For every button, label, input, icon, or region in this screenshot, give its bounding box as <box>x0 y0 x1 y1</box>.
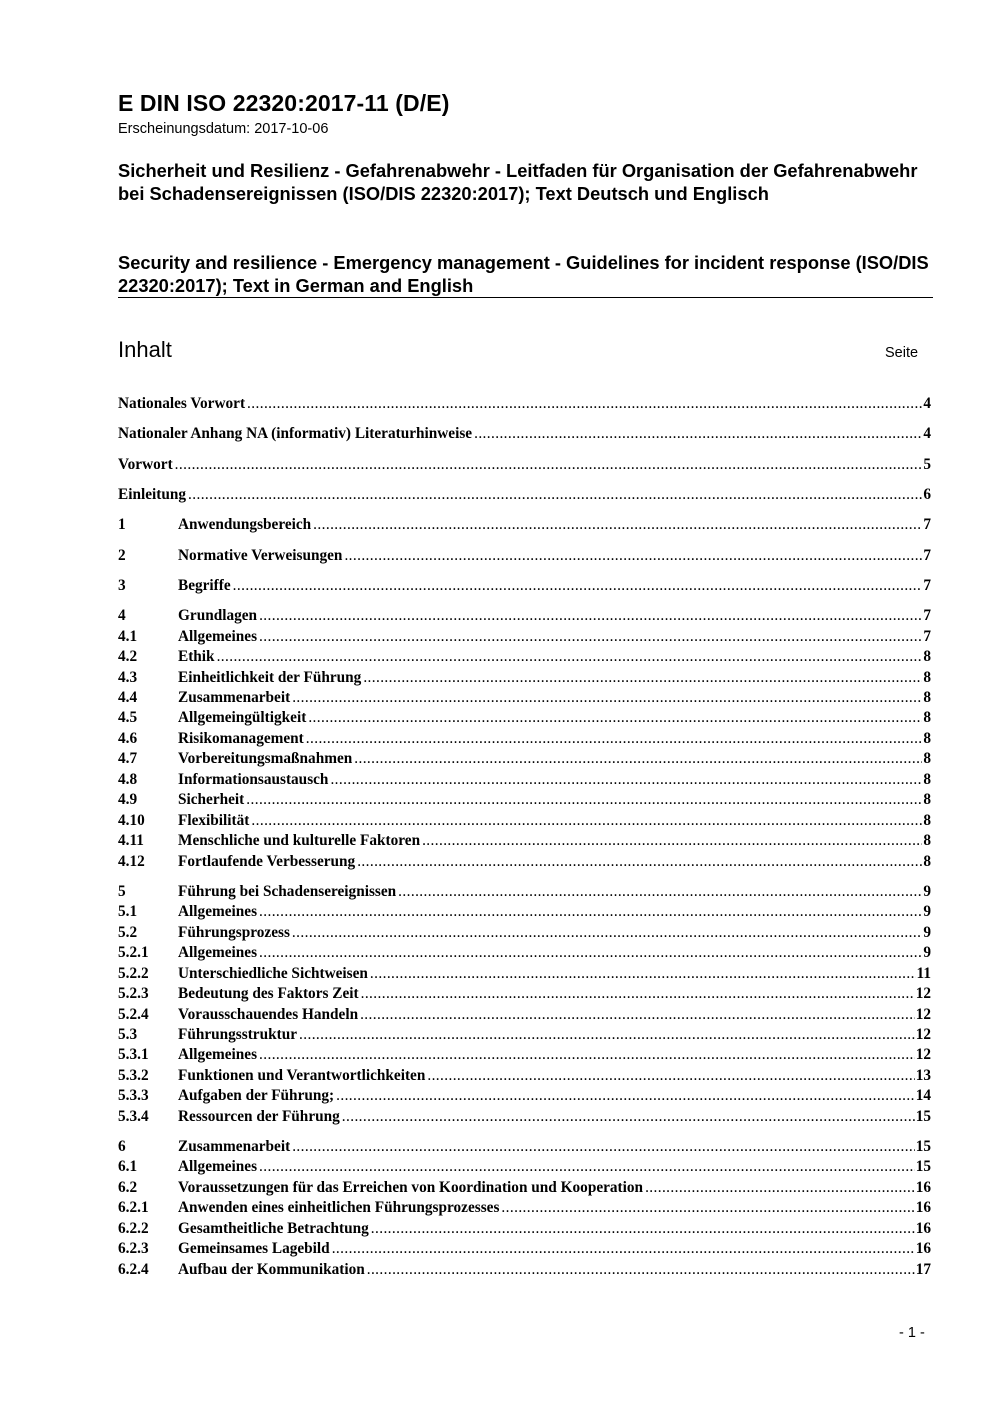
toc-entry-page: 15 <box>915 1107 931 1125</box>
toc-entry-number: 5.2.3 <box>118 985 149 1003</box>
toc-entry-title: Begriffe <box>178 576 231 594</box>
toc-entry-title: Ressourcen der Führung <box>178 1107 340 1125</box>
toc-leader-dots <box>367 1260 915 1280</box>
toc-entry[interactable] <box>118 852 931 872</box>
toc-entry-number: 5.2.4 <box>118 1005 149 1023</box>
toc-leader-dots <box>306 729 923 749</box>
toc-leader-dots <box>259 902 922 922</box>
toc-leader-dots <box>299 1025 915 1045</box>
toc-leader-dots <box>474 424 922 444</box>
toc-entry-page: 16 <box>915 1240 931 1258</box>
toc-entry-page: 16 <box>915 1199 931 1217</box>
toc-entry-title: Informationsaustausch <box>178 770 329 788</box>
toc-entry-page: 16 <box>915 1178 931 1196</box>
toc-entry-number: 4.7 <box>118 750 138 768</box>
toc-leader-dots <box>259 1045 915 1065</box>
toc-leader-dots <box>292 688 922 708</box>
toc-entry[interactable] <box>118 749 931 769</box>
toc-entry-page: 7 <box>923 516 931 534</box>
toc-entry-page: 8 <box>923 648 931 666</box>
title-german: Sicherheit und Resilienz - Gefahrenabwehr - Leitfaden für Organisation der Gefahrenabwehr bei Schadensereignissen (ISO/DIS 22320:2017); Text Deutsch und Englisch <box>118 160 918 204</box>
toc-entry-title: Sicherheit <box>178 791 245 809</box>
toc-entry-number: 6.2.3 <box>118 1240 149 1258</box>
toc-entry-number: 5.1 <box>118 903 138 921</box>
toc-entry-number: 5.2 <box>118 923 138 941</box>
toc-entry-number: 6.2.2 <box>118 1219 149 1237</box>
toc-entry-title: Aufgaben der Führung; <box>178 1087 335 1105</box>
title-english: Security and resilience - Emergency management - Guidelines for incident response (ISO/DIS 22320:2017); Text in German and English <box>118 252 929 296</box>
toc-entry[interactable] <box>118 485 931 505</box>
toc-entry-title: Allgemeines <box>178 1046 258 1064</box>
toc-entry-number: 6 <box>118 1138 126 1156</box>
title-divider <box>118 297 933 298</box>
toc-entry-title: Ethik <box>178 648 215 666</box>
toc-entry-page: 14 <box>915 1087 931 1105</box>
toc-entry-page: 8 <box>923 668 931 686</box>
toc-entry-page: 16 <box>915 1219 931 1237</box>
toc-entry-page: 9 <box>923 923 931 941</box>
toc-leader-dots <box>370 964 916 984</box>
toc-leader-dots <box>357 852 922 872</box>
toc-entry[interactable] <box>118 964 931 984</box>
toc-entry-number: 4.12 <box>118 852 145 870</box>
toc-leader-dots <box>188 485 922 505</box>
toc-entry[interactable] <box>118 1025 931 1045</box>
toc-leader-dots <box>501 1198 914 1218</box>
toc-leader-dots <box>233 576 923 596</box>
toc-entry-number: 3 <box>118 576 126 594</box>
toc-entry-title: Unterschiedliche Sichtweisen <box>178 964 368 982</box>
toc-entry-number: 6.1 <box>118 1158 138 1176</box>
toc-entry[interactable] <box>118 576 931 596</box>
toc-entry-page: 8 <box>923 729 931 747</box>
toc-entry[interactable] <box>118 1107 931 1127</box>
toc-entry[interactable] <box>118 882 931 902</box>
toc-entry[interactable] <box>118 515 931 535</box>
toc-entry-page: 12 <box>915 1025 931 1043</box>
toc-entry-number: 5.3 <box>118 1025 138 1043</box>
toc-entry-title: Flexibilität <box>178 811 250 829</box>
toc-entry-title: Vorwort <box>118 455 173 473</box>
toc-entry-page: 6 <box>923 485 931 503</box>
toc-entry[interactable] <box>118 1157 931 1177</box>
toc-entry-title: Bedeutung des Faktors Zeit <box>178 985 359 1003</box>
toc-entry-title: Zusammenarbeit <box>178 689 291 707</box>
toc-leader-dots <box>246 790 922 810</box>
toc-entry-number: 6.2.1 <box>118 1199 149 1217</box>
toc-entry-number: 5.3.1 <box>118 1046 149 1064</box>
toc-leader-dots <box>342 1107 915 1127</box>
toc-entry-number: 4.10 <box>118 811 145 829</box>
toc-entry-title: Anwenden eines einheitlichen Führungsprozesses <box>178 1199 500 1217</box>
toc-leader-dots <box>259 943 922 963</box>
toc-entry[interactable] <box>118 1219 931 1239</box>
toc-entry[interactable] <box>118 1066 931 1086</box>
toc-entry[interactable] <box>118 811 931 831</box>
toc-entry-title: Menschliche und kulturelle Faktoren <box>178 832 421 850</box>
toc-entry-page: 7 <box>923 627 931 645</box>
toc-entry-page: 4 <box>923 425 931 443</box>
toc-entry[interactable] <box>118 1260 931 1280</box>
toc-entry-title: Gesamtheitliche Betrachtung <box>178 1219 369 1237</box>
toc-entry[interactable] <box>118 455 931 475</box>
toc-entry-page: 9 <box>923 944 931 962</box>
toc-entry-page: 8 <box>923 832 931 850</box>
toc-entry-number: 5.3.2 <box>118 1066 149 1084</box>
toc-entry-title: Allgemeines <box>178 903 258 921</box>
toc-entry-number: 4.9 <box>118 791 138 809</box>
toc-entry-title: Einheitlichkeit der Führung <box>178 668 362 686</box>
toc-entry-title: Allgemeingültigkeit <box>178 709 307 727</box>
toc-leader-dots <box>336 1086 915 1106</box>
toc-entry-title: Nationaler Anhang NA (informativ) Literaturhinweise <box>118 425 473 443</box>
toc-entry-title: Aufbau der Kommunikation <box>178 1260 365 1278</box>
toc-page-column-label: Seite <box>885 345 919 361</box>
toc-entry[interactable] <box>118 923 931 943</box>
toc-leader-dots <box>259 1157 915 1177</box>
toc-entry-number: 4.4 <box>118 689 138 707</box>
toc-entry-number: 5.2.1 <box>118 944 149 962</box>
toc-leader-dots <box>398 882 922 902</box>
toc-entry-title: Führung bei Schadensereignissen <box>178 882 397 900</box>
toc-leader-dots <box>292 1137 915 1157</box>
toc-leader-dots <box>259 627 922 647</box>
toc-leader-dots <box>308 708 922 728</box>
toc-leader-dots <box>217 647 923 667</box>
toc-leader-dots <box>251 811 922 831</box>
toc-entry[interactable] <box>118 1045 931 1065</box>
toc-entry-title: Anwendungsbereich <box>178 516 312 534</box>
toc-entry-number: 4.3 <box>118 668 138 686</box>
toc-entry-title: Risikomanagement <box>178 729 304 747</box>
toc-entry-number: 5.3.4 <box>118 1107 149 1125</box>
toc-entry-number: 4 <box>118 607 126 625</box>
toc-entry-title: Fortlaufende Verbesserung <box>178 852 356 870</box>
toc-leader-dots <box>344 546 922 566</box>
toc-leader-dots <box>292 923 922 943</box>
toc-entry[interactable] <box>118 1137 931 1157</box>
toc-leader-dots <box>422 831 922 851</box>
toc-entry-number: 5.3.3 <box>118 1087 149 1105</box>
toc-entry-title: Führungsprozess <box>178 923 290 941</box>
toc-leader-dots <box>645 1178 915 1198</box>
toc-entry-page: 8 <box>923 709 931 727</box>
toc-entry[interactable] <box>118 424 931 444</box>
toc-entry[interactable] <box>118 1178 931 1198</box>
toc-entry[interactable] <box>118 1239 931 1259</box>
toc-entry[interactable] <box>118 708 931 728</box>
toc-entry-page: 8 <box>923 750 931 768</box>
toc-entry-page: 7 <box>923 546 931 564</box>
toc-entry[interactable] <box>118 984 931 1004</box>
toc-entry-number: 4.11 <box>118 832 144 850</box>
toc-entry-number: 4.1 <box>118 627 138 645</box>
toc-entry-title: Voraussetzungen für das Erreichen von Koordination und Kooperation <box>178 1178 644 1196</box>
toc-entry-page: 4 <box>923 395 931 412</box>
toc-entry-page: 13 <box>915 1066 931 1084</box>
toc-entry-title: Allgemeines <box>178 627 258 645</box>
toc-entry[interactable] <box>118 902 931 922</box>
toc-entry-page: 12 <box>915 1005 931 1023</box>
toc-entry-number: 2 <box>118 546 126 564</box>
toc-entry[interactable] <box>118 668 931 688</box>
toc-entry-page: 12 <box>915 1046 931 1064</box>
toc-entry-title: Allgemeines <box>178 1158 258 1176</box>
toc-entry-page: 15 <box>915 1138 931 1156</box>
footer-page-number: - 1 - <box>899 1325 925 1341</box>
toc-entry-number: 4.2 <box>118 648 138 666</box>
toc-leader-dots <box>332 1239 915 1259</box>
toc-entry-number: 6.2 <box>118 1178 138 1196</box>
table-of-contents <box>118 394 931 1280</box>
toc-entry-page: 7 <box>923 607 931 625</box>
toc-entry[interactable] <box>118 729 931 749</box>
toc-entry-page: 15 <box>915 1158 931 1176</box>
toc-entry-title: Funktionen und Verantwortlichkeiten <box>178 1066 426 1084</box>
toc-entry-number: 4.5 <box>118 709 138 727</box>
toc-entry[interactable] <box>118 688 931 708</box>
toc-leader-dots <box>354 749 922 769</box>
toc-entry[interactable] <box>118 647 931 667</box>
toc-entry-page: 11 <box>916 964 931 982</box>
toc-entry[interactable] <box>118 1005 931 1025</box>
toc-leader-dots <box>371 1219 915 1239</box>
toc-entry[interactable] <box>118 627 931 647</box>
toc-entry[interactable] <box>118 606 931 626</box>
toc-entry-title: Zusammenarbeit <box>178 1138 291 1156</box>
toc-leader-dots <box>175 455 923 475</box>
toc-entry-title: Einleitung <box>118 485 187 503</box>
toc-entry[interactable] <box>118 394 931 414</box>
toc-entry-page: 8 <box>923 689 931 707</box>
toc-entry-title: Normative Verweisungen <box>178 546 343 564</box>
toc-entry-title: Allgemeines <box>178 944 258 962</box>
toc-entry-title: Vorausschauendes Handeln <box>178 1005 359 1023</box>
toc-entry-number: 5 <box>118 882 126 900</box>
document-id: E DIN ISO 22320:2017-11 (D/E) <box>118 90 450 116</box>
toc-entry-number: 6.2.4 <box>118 1260 149 1278</box>
toc-entry-title: Führungsstruktur <box>178 1025 298 1043</box>
toc-entry-page: 12 <box>915 985 931 1003</box>
toc-entry-page: 8 <box>923 811 931 829</box>
toc-leader-dots <box>330 770 922 790</box>
toc-entry[interactable] <box>118 943 931 963</box>
toc-entry-title: Nationales Vorwort <box>118 395 246 412</box>
toc-entry[interactable] <box>118 790 931 810</box>
toc-entry[interactable] <box>118 831 931 851</box>
toc-heading: Inhalt <box>118 337 172 362</box>
toc-entry[interactable] <box>118 770 931 790</box>
toc-entry-title: Grundlagen <box>178 607 258 625</box>
toc-entry-number: 4.8 <box>118 770 138 788</box>
toc-leader-dots <box>427 1066 914 1086</box>
toc-entry-page: 8 <box>923 791 931 809</box>
toc-entry-page: 17 <box>915 1260 931 1278</box>
toc-entry-page: 9 <box>923 882 931 900</box>
toc-leader-dots <box>259 606 922 626</box>
toc-entry[interactable] <box>118 1198 931 1218</box>
toc-entry-title: Gemeinsames Lagebild <box>178 1240 330 1258</box>
toc-leader-dots <box>360 1005 915 1025</box>
toc-entry[interactable] <box>118 546 931 566</box>
publication-date: Erscheinungsdatum: 2017-10-06 <box>118 121 329 137</box>
toc-entry-number: 5.2.2 <box>118 964 149 982</box>
toc-entry-page: 8 <box>923 770 931 788</box>
toc-leader-dots <box>247 394 922 414</box>
toc-leader-dots <box>361 984 915 1004</box>
toc-entry-page: 9 <box>923 903 931 921</box>
toc-entry-number: 1 <box>118 516 126 534</box>
toc-entry-page: 8 <box>923 852 931 870</box>
toc-entry[interactable] <box>118 1086 931 1106</box>
toc-leader-dots <box>363 668 922 688</box>
toc-entry-title: Vorbereitungsmaßnahmen <box>178 750 353 768</box>
toc-entry-number: 4.6 <box>118 729 138 747</box>
toc-entry-page: 7 <box>923 576 931 594</box>
toc-leader-dots <box>313 515 922 535</box>
toc-entry-page: 5 <box>923 455 931 473</box>
